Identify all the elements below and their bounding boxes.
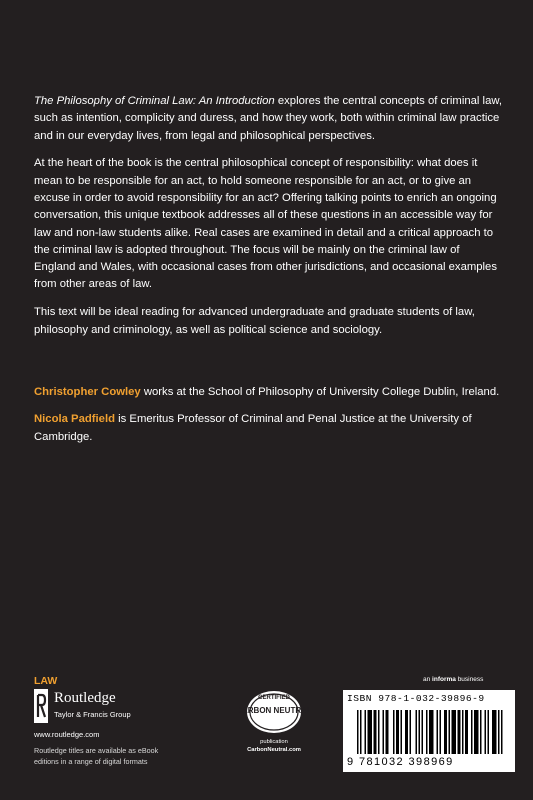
blurb-paragraph-3: This text will be ideal reading for advanced undergraduate and graduate students of law, philosophy and criminology, as well as political science and sociology. xyxy=(34,306,475,336)
blurb-paragraph-2: At the heart of the book is the central philosophical concept of responsibility: what does it mean to be responsible for an act, to hold someone responsible for an act, or to give an excuse in order to avoid responsibility for an act? Offering talking points to enrich an ongoing conversation, this unique textbook addresses all of these questions in an accessible way for law and non-law students alike. Real cases are examined in detail and a critical approach to the criminal law is adopted throughout. The focus will be mainly on the criminal law of England and Wales, with occasional cases from other jurisdictions, and occasional examples from other areas of law. xyxy=(34,157,497,291)
informa-business-label xyxy=(423,676,483,683)
ebook-note: Routledge titles are available as eBook editions in a range of digital formats xyxy=(34,746,159,766)
carbon-neutral-logo xyxy=(239,682,309,768)
blurb-paragraph-1 xyxy=(34,93,504,145)
author-name-2: Nicola Padfield xyxy=(34,413,115,426)
blurb-paragraph-1-text: explores the central concepts of criminal law, such as intention, complicity and duress, and how they work, both within criminal law practice and in our everyday lives, from legal and philosophical perspectives. xyxy=(34,95,503,142)
carbon-name-label: CARBON NEUTRAL xyxy=(239,706,309,715)
publisher-url: www.routledge.com xyxy=(34,730,100,739)
publisher-name: Routledge xyxy=(54,690,116,706)
author-bio-2-text: is Emeritus Professor of Criminal and Penal Justice at the University of Cambridge. xyxy=(34,413,472,443)
carbon-neutral-badge-icon xyxy=(239,682,309,738)
book-title: The Philosophy of Criminal Law: An Introduction xyxy=(34,95,275,107)
informa-brand: informa xyxy=(432,676,456,683)
informa-suffix: business xyxy=(455,676,484,683)
carbon-url: CarbonNeutral.com xyxy=(247,747,301,753)
isbn-number: ISBN 978-1-032-39896-9 xyxy=(347,693,485,704)
subject-label: LAW xyxy=(34,675,58,687)
informa-prefix: an xyxy=(423,676,433,683)
author-bio-1-text: works at the School of Philosophy of University College Dublin, Ireland. xyxy=(140,386,500,398)
author-bios xyxy=(34,384,504,456)
routledge-r-logo-icon xyxy=(34,689,48,723)
carbon-publication: publication xyxy=(260,739,288,745)
author-name-1: Christopher Cowley xyxy=(34,386,141,398)
barcode-bars-icon xyxy=(343,708,515,756)
publisher-group: Taylor & Francis Group xyxy=(54,710,131,719)
isbn-barcode xyxy=(343,690,515,772)
back-cover-blurb xyxy=(34,93,504,349)
carbon-certified-label: CERTIFIED xyxy=(258,695,290,701)
author-bio-2 xyxy=(34,411,504,446)
author-bio-1 xyxy=(34,384,504,401)
barcode-digits: 9 781032 398969 xyxy=(347,756,454,768)
